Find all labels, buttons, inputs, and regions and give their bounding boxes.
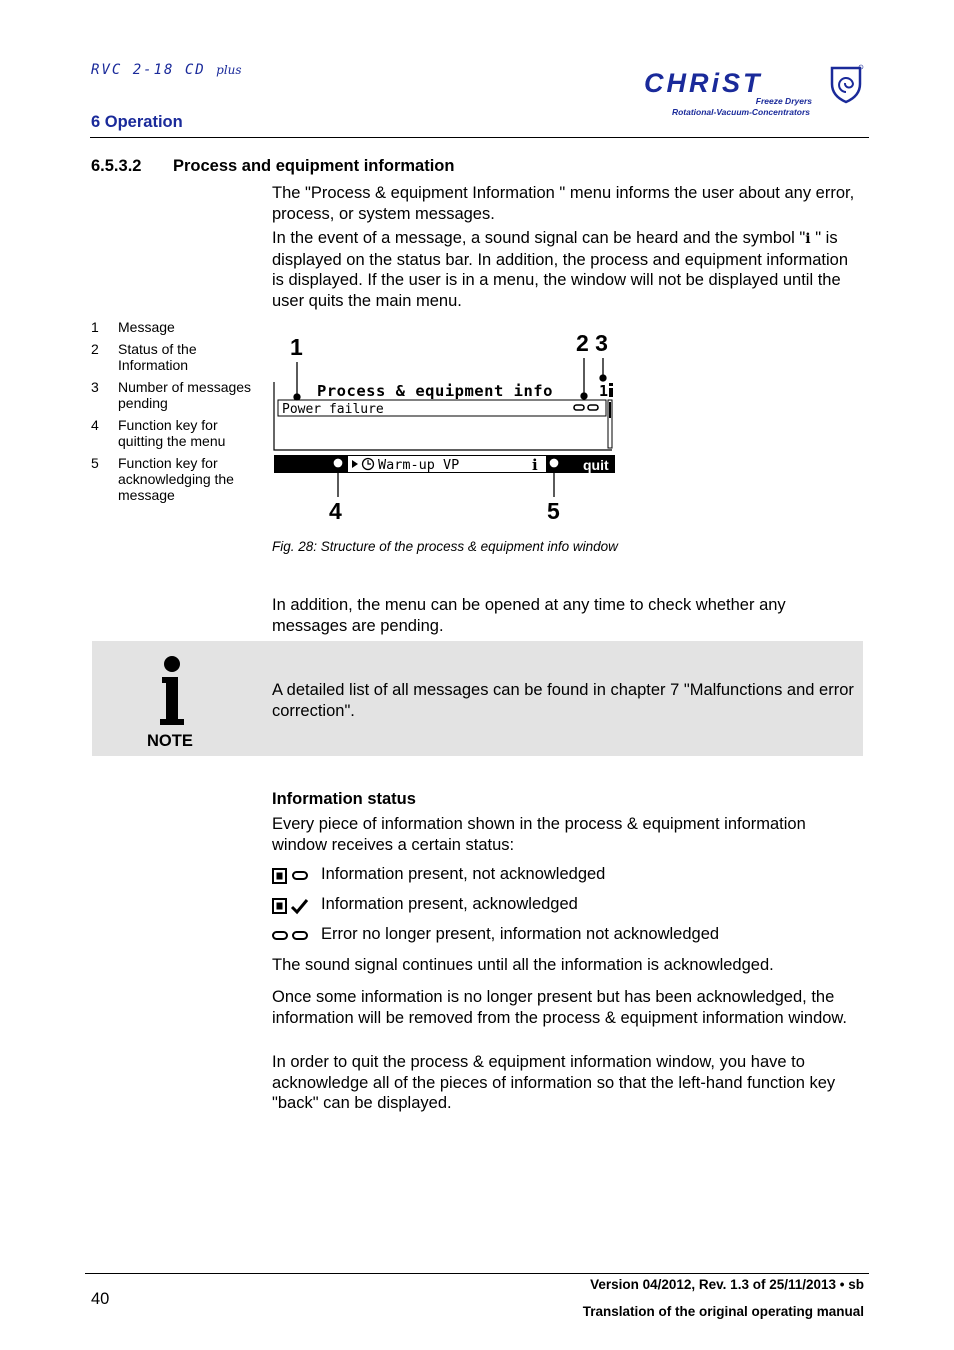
christ-logo [642, 64, 864, 120]
event-text-a: In the event of a message, a sound signal can be heard and the symbol " [272, 229, 806, 247]
model-suffix: plus [216, 63, 242, 77]
screen-title: Process & equipment info [317, 382, 553, 400]
status-text: Warm-up VP [378, 457, 460, 473]
figure-caption: Fig. 28: Structure of the process & equipment info window [272, 539, 618, 554]
legend-text: Status of the Information [118, 341, 197, 373]
translation-note: Translation of the original operating manual [582, 1304, 864, 1319]
callout-5: 5 [547, 498, 560, 522]
page-number: 40 [91, 1290, 110, 1308]
note-label: NOTE [147, 732, 193, 750]
heading-title: Process and equipment information [173, 157, 455, 175]
heading-number: 6.5.3.2 [91, 157, 142, 175]
footer-rule [85, 1273, 869, 1274]
note-text: A detailed list of all messages can be found in chapter 7 "Malfunctions and error correction". [272, 681, 854, 720]
status-intro-paragraph: Every piece of information shown in the process & equipment information window receives a certain status: [272, 815, 806, 854]
status-item-text: Information present, acknowledged [321, 895, 578, 913]
status-item-text: Information present, not acknowledged [321, 865, 606, 883]
header-rule [90, 137, 869, 138]
legend-num: 3 [91, 379, 99, 395]
event-paragraph [272, 228, 862, 311]
info-icon [150, 655, 190, 727]
status-info-symbol: i [532, 456, 538, 474]
removed-paragraph: Once some information is no longer present but has been acknowledged, the information will be removed from the process & equipment information window. [272, 988, 848, 1027]
status-heading: Information status [272, 790, 416, 808]
quit-paragraph: In order to quit the process & equipment information window, you have to acknowledge all of the pieces of information so that the left-hand function key "back" can be displayed. [272, 1053, 836, 1112]
callout-2-3: 2 3 [576, 332, 608, 356]
legend-text: Function key for quitting the menu [118, 417, 226, 449]
intro-paragraph: The "Process & equipment Information " menu informs the user about any error, process, or system messages. [272, 184, 855, 223]
addition-paragraph: In addition, the menu can be opened at any time to check whether any messages are pending. [272, 596, 786, 635]
legend-text: Number of messages pending [118, 379, 252, 411]
callout-4: 4 [329, 498, 342, 522]
present-acknowledged-icon [272, 896, 312, 916]
logo-brand: CHRiST [644, 68, 763, 98]
logo-line2: Rotational-Vacuum-Concentrators [671, 107, 810, 117]
version-info: Version 04/2012, Rev. 1.3 of 25/11/2013 • sb [590, 1277, 864, 1292]
model-main: RVC 2-18 CD [91, 62, 206, 78]
status-item-text: Error no longer present, information not acknowledged [321, 925, 720, 943]
legend-num: 2 [91, 341, 99, 357]
legend-num: 1 [91, 319, 99, 335]
legend-num: 5 [91, 455, 99, 471]
info-icon-small [609, 383, 613, 397]
legend-num: 4 [91, 417, 99, 433]
message-text: Power failure [282, 402, 384, 417]
spiral-shield-icon [832, 68, 860, 102]
event-text-b: " is displayed on the status bar. In addition, the process and equipment information is displayed. If the user is in a menu, the window will not be displayed until the user quits the main menu. [272, 229, 849, 310]
model-name [91, 62, 242, 78]
section-title: 6 Operation [91, 113, 183, 131]
logo-line1: Freeze Dryers [755, 96, 812, 106]
sound-paragraph: The sound signal continues until all the information is acknowledged. [272, 956, 774, 974]
info-window-figure [272, 332, 618, 522]
present-not-acknowledged-icon [272, 866, 312, 886]
legend-text: Function key for acknowledging the message [118, 455, 234, 503]
legend-text: Message [118, 319, 175, 335]
quit-key: quit [583, 457, 609, 473]
no-longer-present-icon [272, 926, 312, 946]
screen-count: 1 [599, 382, 609, 400]
callout-1: 1 [290, 334, 303, 360]
info-symbol: i [805, 231, 811, 247]
